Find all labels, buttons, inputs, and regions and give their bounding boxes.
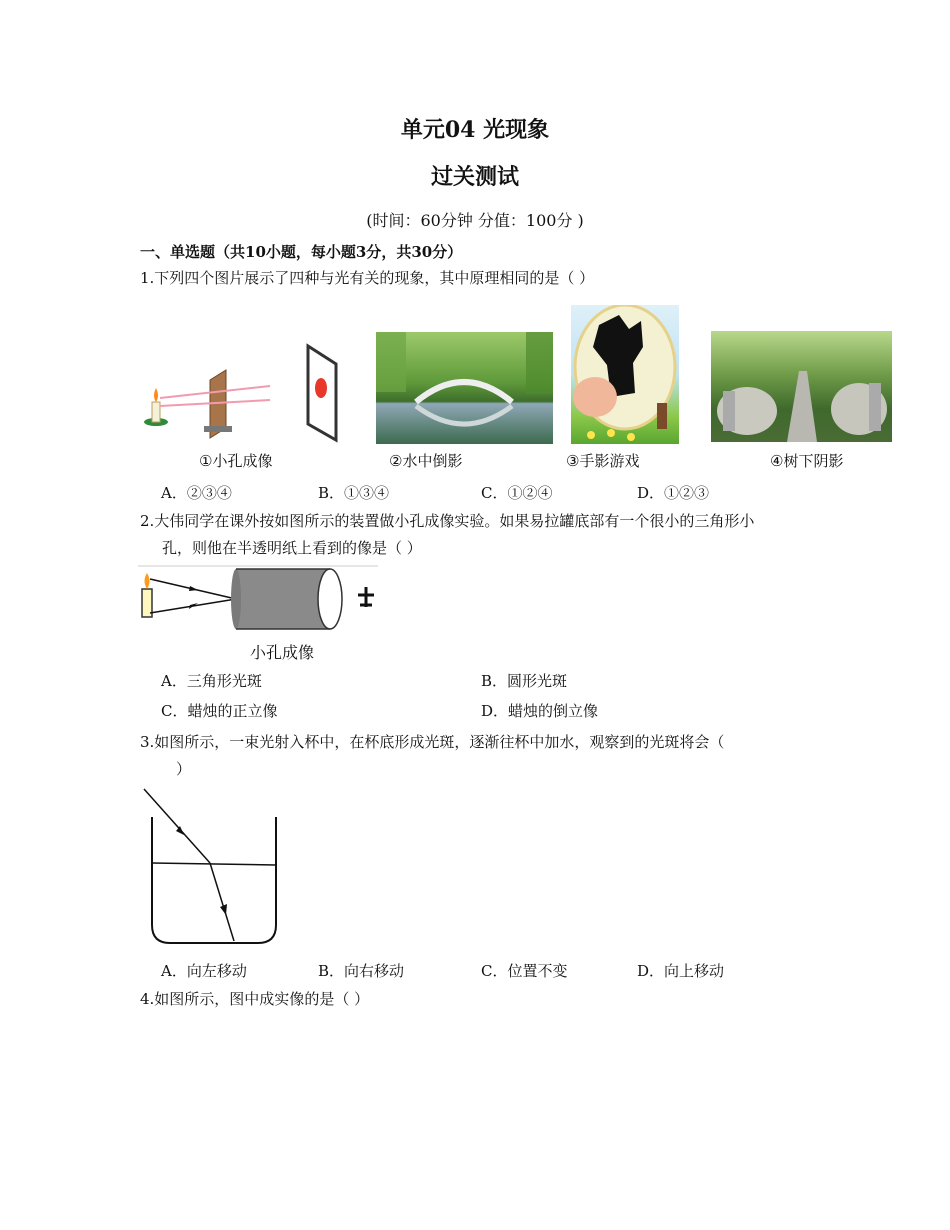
document-subtitle: 过关测试 bbox=[430, 164, 519, 190]
q1-photo-water-reflection bbox=[376, 332, 553, 444]
q1-caption-1: ①小孔成像 bbox=[199, 452, 273, 470]
test-meta: (时间：60分钟 分值：100分 ) bbox=[366, 211, 584, 230]
question-2-stem-line2: 孔，则他在半透明纸上看到的像是（ ） bbox=[162, 539, 422, 557]
question-1-stem: 1.下列四个图片展示了四种与光有关的现象，其中原理相同的是（ ） bbox=[140, 269, 595, 287]
q1-photo-tree-shadow bbox=[711, 331, 892, 442]
question-3-stem-line1: 3.如图所示，一束光射入杯中，在杯底形成光斑，逐渐往杯中加水，观察到的光斑将会（ bbox=[140, 733, 725, 751]
q1-option-a: A．②③④ bbox=[161, 484, 232, 502]
candle-flame bbox=[154, 388, 158, 402]
q1-caption-3: ③手影游戏 bbox=[566, 452, 640, 470]
q2-option-c: C．蜡烛的正立像 bbox=[161, 702, 278, 720]
document-title: 单元04 光现象 bbox=[400, 117, 550, 143]
q3-option-b: B．向右移动 bbox=[318, 962, 405, 980]
q3-figure-cup bbox=[140, 785, 285, 950]
translucent-paper bbox=[318, 569, 342, 629]
q1-option-d: D．①②③ bbox=[637, 484, 710, 502]
incident-ray bbox=[144, 789, 210, 863]
question-2-stem-line1: 2.大伟同学在课外按如图所示的装置做小孔成像实验。如果易拉罐底部有一个很小的三角形小 bbox=[140, 512, 755, 530]
section-heading: 一、单选题（共10小题，每小题3分，共30分） bbox=[140, 243, 463, 261]
q2-figure-caption: 小孔成像 bbox=[250, 643, 315, 662]
refracted-ray bbox=[210, 863, 234, 941]
q1-figure-pinhole bbox=[140, 340, 340, 448]
can-body bbox=[236, 569, 330, 629]
question-3-stem-line2: ） bbox=[176, 760, 192, 778]
q1-option-b: B．①③④ bbox=[318, 484, 390, 502]
candle-flame bbox=[145, 573, 150, 589]
q2-option-d: D．蜡烛的倒立像 bbox=[481, 702, 599, 720]
q3-option-c: C．位置不变 bbox=[481, 962, 568, 980]
board-stand bbox=[204, 426, 232, 432]
question-4-stem: 4.如图所示，图中成实像的是（ ） bbox=[140, 990, 370, 1008]
q2-option-b: B．圆形光斑 bbox=[481, 672, 568, 690]
q3-option-d: D．向上移动 bbox=[637, 962, 725, 980]
q1-option-c: C．①②④ bbox=[481, 484, 553, 502]
cup-outline bbox=[152, 817, 276, 943]
q1-caption-4: ④树下阴影 bbox=[770, 452, 844, 470]
q2-option-a: A．三角形光斑 bbox=[161, 672, 262, 690]
q1-photo-hand-shadow bbox=[571, 305, 679, 444]
water-surface bbox=[152, 863, 276, 865]
q1-caption-2: ②水中倒影 bbox=[389, 452, 463, 470]
q3-option-a: A．向左移动 bbox=[161, 962, 247, 980]
candle-body bbox=[152, 402, 160, 422]
q2-figure-pinhole-can bbox=[138, 565, 378, 645]
inverted-image bbox=[358, 587, 374, 607]
screen-image bbox=[315, 378, 327, 398]
